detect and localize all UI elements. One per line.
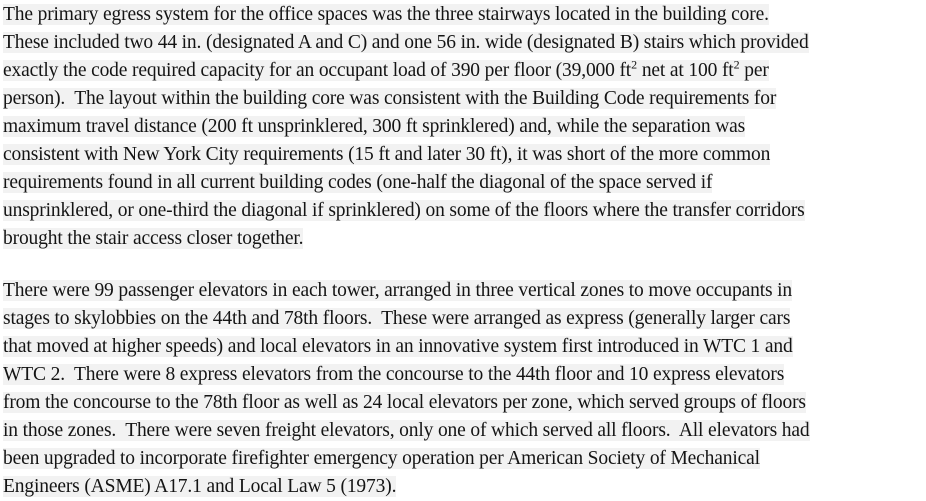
text-segment: exactly the code required capacity for an occupant load of 390 per floor (39,000 ft bbox=[3, 60, 632, 81]
text-segment: There were 99 passenger elevators in each tower, arranged in three vertical zones to move occupants in bbox=[3, 280, 793, 301]
text-line-content bbox=[3, 4, 769, 25]
text-segment: Engineers (ASME) A17.1 and Local Law 5 (1973). bbox=[3, 476, 397, 497]
text-segment: The primary egress system for the office spaces was the three stairways located in the building core. bbox=[3, 4, 769, 25]
text-line bbox=[3, 305, 926, 333]
text-segment: brought the stair access closer together. bbox=[3, 228, 304, 249]
text-line-content bbox=[3, 364, 784, 385]
text-segment: person). The layout within the building core was consistent with the Building Code requirements for bbox=[3, 88, 777, 109]
text-line-content bbox=[3, 116, 745, 137]
text-line bbox=[3, 29, 926, 57]
text-segment: unsprinklered, or one-third the diagonal if sprinklered) on some of the floors where the transfer corridors bbox=[3, 200, 805, 221]
text-line bbox=[3, 473, 926, 501]
text-line bbox=[3, 389, 926, 417]
paragraph bbox=[3, 1, 926, 253]
text-line bbox=[3, 85, 926, 113]
text-line bbox=[3, 1, 926, 29]
superscript: 2 bbox=[631, 57, 638, 72]
text-segment: stages to skylobbies on the 44th and 78th floors. These were arranged as express (generally larger cars bbox=[3, 308, 791, 329]
text-segment: WTC 2. There were 8 express elevators from the concourse to the 44th floor and 10 express elevators bbox=[3, 364, 785, 385]
text-line bbox=[3, 333, 926, 361]
text-line bbox=[3, 197, 926, 225]
text-segment: maximum travel distance (200 ft unsprinklered, 300 ft sprinklered) and, while the separation was bbox=[3, 116, 746, 137]
document-page bbox=[3, 1, 926, 501]
text-line-content bbox=[3, 280, 792, 301]
text-segment: These included two 44 in. (designated A and C) and one 56 in. wide (designated B) stairs which provided bbox=[3, 32, 809, 53]
text-line bbox=[3, 225, 926, 253]
text-segment: in those zones. There were seven freight elevators, only one of which served all floors. All elevators had bbox=[3, 420, 810, 441]
text-segment: per bbox=[739, 60, 769, 81]
text-line bbox=[3, 141, 926, 169]
text-line bbox=[3, 417, 926, 445]
text-line-content bbox=[3, 420, 810, 441]
text-line-content bbox=[3, 476, 396, 497]
text-line-content bbox=[3, 88, 776, 109]
text-line-content bbox=[3, 172, 712, 193]
text-segment: that moved at higher speeds) and local elevators in an innovative system first introduced in WTC 1 and bbox=[3, 336, 793, 357]
text-line-content bbox=[3, 308, 790, 329]
text-line-content bbox=[3, 32, 809, 53]
text-line bbox=[3, 169, 926, 197]
text-line-content bbox=[3, 392, 806, 413]
text-segment: net at 100 ft bbox=[637, 60, 734, 81]
paragraph bbox=[3, 277, 926, 501]
text-line bbox=[3, 361, 926, 389]
text-line bbox=[3, 277, 926, 305]
text-line-content bbox=[3, 57, 769, 81]
text-segment: requirements found in all current building codes (one-half the diagonal of the space served if bbox=[3, 172, 713, 193]
text-line-content bbox=[3, 200, 805, 221]
text-segment: been upgraded to incorporate firefighter emergency operation per American Society of Mechanical bbox=[3, 448, 760, 469]
text-line-content bbox=[3, 336, 793, 357]
text-line bbox=[3, 445, 926, 473]
superscript: 2 bbox=[733, 57, 740, 72]
text-line-content bbox=[3, 228, 303, 249]
text-line bbox=[3, 57, 926, 85]
text-line-content bbox=[3, 448, 760, 469]
text-segment: from the concourse to the 78th floor as well as 24 local elevators per zone, which served groups of floors bbox=[3, 392, 806, 413]
text-line bbox=[3, 113, 926, 141]
text-segment: consistent with New York City requirements (15 ft and later 30 ft), it was short of the more common bbox=[3, 144, 771, 165]
text-line-content bbox=[3, 144, 770, 165]
